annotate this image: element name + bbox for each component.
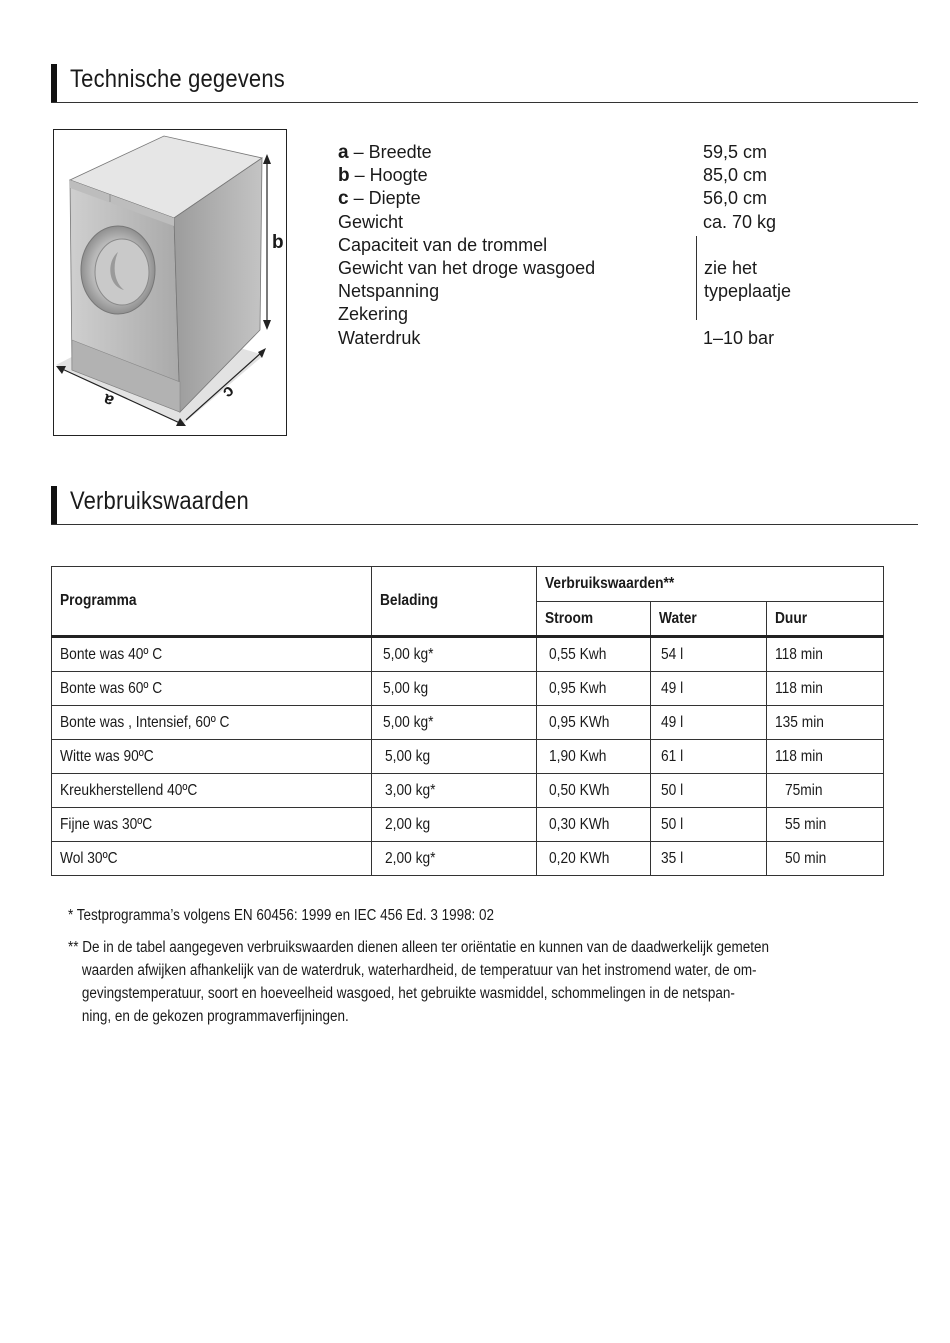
consumption-table [51, 566, 884, 876]
spec-bracket-line [696, 236, 697, 320]
section-title: Technische gegevens [70, 65, 285, 93]
dimension-label-a: a [100, 389, 117, 412]
header-consumption: Verbruikswaarden** [537, 567, 884, 602]
cell-water: 54 l [651, 637, 767, 672]
spec-row [338, 327, 595, 350]
footnote-line: ning, en de gekozen programmaverfijningen. [81, 1008, 349, 1025]
dimension-label-c: c [219, 382, 239, 403]
footnote-text: * Testprogramma’s volgens EN 60456: 1999 en IEC 456 Ed. 3 1998: 02 [68, 907, 495, 924]
spec-key: c [338, 188, 349, 210]
header-load: Belading [371, 567, 537, 637]
cell-load: 5,00 kg [371, 740, 537, 774]
cell-duration: 50 min [767, 842, 884, 876]
spec-row [338, 141, 595, 164]
spec-labels [338, 141, 595, 350]
cell-power: 0,30 KWh [537, 808, 651, 842]
cell-water: 49 l [651, 706, 767, 740]
spec-value: 59,5 cm [703, 142, 768, 162]
spec-key: a [338, 142, 349, 163]
spec-label: Zekering [338, 304, 409, 325]
table-header-row [52, 567, 884, 602]
header-program: Programma [52, 567, 372, 637]
spec-label: – Hoogte [349, 165, 428, 186]
spec-row [338, 211, 595, 234]
table-row [52, 774, 884, 808]
cell-load: 2,00 kg* [371, 842, 537, 876]
header-power: Stroom [537, 602, 651, 637]
cell-program: Bonte was 40º C [52, 637, 372, 672]
footnote-line: waarden afwijken afhankelijk van de waterdruk, waterhardheid, de temperatuur van het instromend water, de om- [81, 962, 757, 979]
spec-label: – Diepte [348, 188, 421, 209]
cell-duration: 118 min [767, 672, 884, 706]
cell-program: Kreukherstellend 40ºC [52, 774, 372, 808]
cell-program: Bonte was , Intensief, 60º C [52, 706, 372, 740]
spec-label: – Breedte [348, 142, 432, 162]
spec-row [338, 303, 595, 326]
table-row [52, 706, 884, 740]
footnote-consumption [68, 936, 898, 1028]
section-heading-technical [51, 64, 918, 103]
spec-value: typeplaatje [704, 281, 792, 302]
table-row [52, 637, 884, 672]
cell-power: 0,55 Kwh [537, 637, 651, 672]
heading-bar [51, 64, 57, 102]
spec-value: 56,0 cm [703, 188, 768, 209]
cell-program: Witte was 90ºC [52, 740, 372, 774]
cell-duration: 118 min [767, 740, 884, 774]
cell-water: 35 l [651, 842, 767, 876]
spec-row [338, 164, 595, 187]
spec-label: Waterdruk [338, 327, 421, 348]
section-title: Verbruikswaarden [70, 487, 249, 515]
table-row [52, 842, 884, 876]
header-water: Water [651, 602, 767, 637]
spec-value [703, 303, 791, 326]
section-heading-consumption [51, 486, 918, 525]
spec-values [703, 141, 791, 350]
cell-load: 5,00 kg* [371, 706, 537, 740]
table-row [52, 672, 884, 706]
cell-power: 0,50 KWh [537, 774, 651, 808]
spec-row [338, 187, 595, 210]
spec-value [703, 234, 791, 257]
washing-machine-figure [53, 129, 287, 436]
spec-row [338, 257, 595, 280]
spec-value: 85,0 cm [703, 165, 768, 186]
table-row [52, 808, 884, 842]
cell-program: Wol 30ºC [52, 842, 372, 876]
spec-row [338, 234, 595, 257]
cell-duration: 118 min [767, 637, 884, 672]
spec-value: 1–10 bar [703, 327, 775, 348]
cell-power: 0,95 KWh [537, 706, 651, 740]
cell-program: Fijne was 30ºC [52, 808, 372, 842]
cell-duration: 55 min [767, 808, 884, 842]
cell-load: 5,00 kg* [371, 637, 537, 672]
cell-power: 1,90 Kwh [537, 740, 651, 774]
spec-label: Gewicht van het droge wasgoed [338, 257, 596, 278]
spec-value: ca. 70 kg [703, 211, 777, 232]
cell-load: 3,00 kg* [371, 774, 537, 808]
spec-label: Capaciteit van de trommel [338, 234, 548, 255]
cell-power: 0,20 KWh [537, 842, 651, 876]
spec-value: zie het [704, 257, 758, 278]
spec-label: Gewicht [338, 211, 404, 232]
cell-water: 61 l [651, 740, 767, 774]
cell-power: 0,95 Kwh [537, 672, 651, 706]
header-duration: Duur [767, 602, 884, 637]
cell-load: 2,00 kg [371, 808, 537, 842]
spec-row [338, 280, 595, 303]
footnote-line: gevingstemperatuur, soort en hoeveelheid wasgoed, het gebruikte wasmiddel, schommelingen in de netspan- [81, 985, 735, 1002]
footnote-test-programs [68, 904, 898, 927]
table-row [52, 740, 884, 774]
dimension-label-b: b [272, 232, 284, 253]
cell-water: 50 l [651, 774, 767, 808]
cell-duration: 75min [767, 774, 884, 808]
footnote-line: ** De in de tabel aangegeven verbruikswaarden dienen alleen ter oriëntatie en kunnen van de daadwerkelijk gemeten [68, 939, 769, 956]
heading-bar [51, 486, 57, 524]
spec-key: b [338, 165, 350, 187]
cell-load: 5,00 kg [371, 672, 537, 706]
washing-machine-illustration [54, 130, 285, 434]
cell-water: 49 l [651, 672, 767, 706]
cell-duration: 135 min [767, 706, 884, 740]
spec-label: Netspanning [338, 281, 440, 302]
cell-program: Bonte was 60º C [52, 672, 372, 706]
cell-water: 50 l [651, 808, 767, 842]
